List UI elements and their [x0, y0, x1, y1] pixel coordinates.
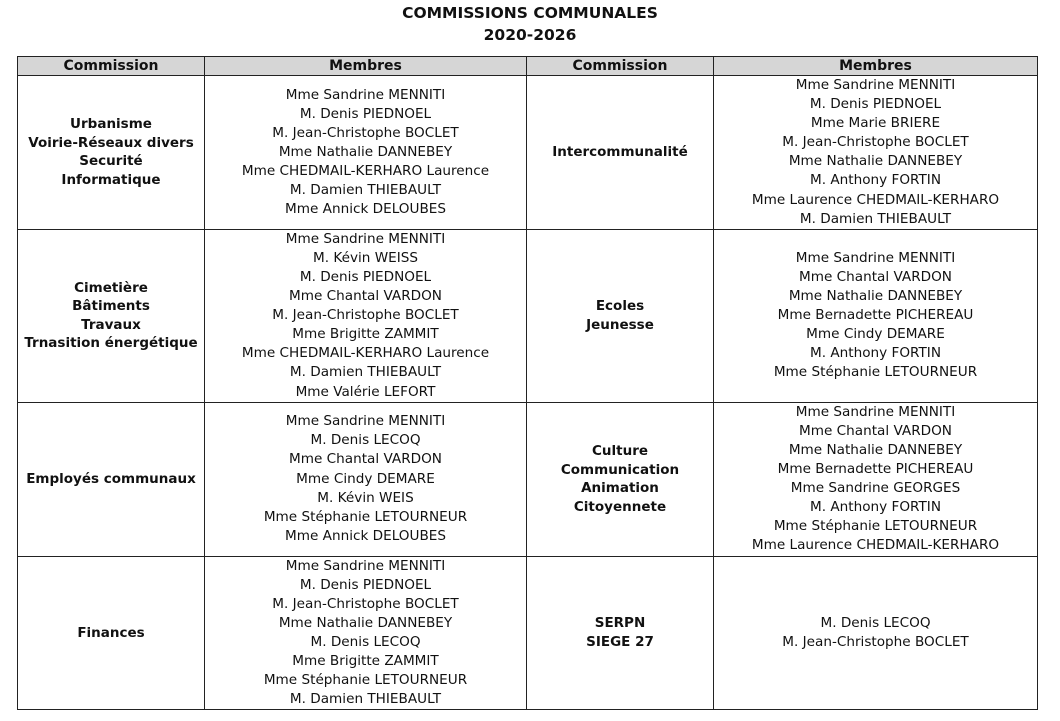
- member-name: Mme Valérie LEFORT: [295, 383, 436, 400]
- member-name: M. Jean-Christophe BOCLET: [272, 307, 459, 324]
- members-list-right: [714, 556, 1038, 710]
- members-list-right: [714, 76, 1038, 230]
- member-name: M. Denis PIEDNOEL: [299, 269, 432, 286]
- member-name: Mme Sandrine MENNITI: [795, 249, 956, 266]
- member-name: Mme Laurence CHEDMAIL-KERHARO: [751, 537, 1000, 554]
- commission-name-line: Culture: [591, 443, 649, 460]
- member-name: Mme Nathalie DANNEBEY: [788, 153, 963, 170]
- commission-name-right: [527, 76, 714, 230]
- commission-name-left: [18, 402, 205, 556]
- member-name: Mme Chantal VARDON: [799, 269, 952, 286]
- members-list-right: [714, 402, 1038, 556]
- members-list-right: [714, 229, 1038, 402]
- member-name: M. Damien THIEBAULT: [289, 691, 442, 708]
- commissions-table: [17, 56, 1038, 710]
- commission-name-line: Ecoles: [595, 298, 645, 315]
- member-name: Mme Bernadette PICHEREAU: [777, 307, 974, 324]
- members-list-left: [205, 402, 527, 556]
- member-name: Mme Annick DELOUBES: [285, 201, 446, 218]
- commission-name-line: Communication: [560, 461, 680, 478]
- commission-name-line: Intercommunalité: [552, 144, 688, 161]
- commission-name-line: Jeunesse: [586, 316, 654, 333]
- commission-name-line: Urbanisme: [70, 116, 152, 133]
- member-name: M. Damien THIEBAULT: [799, 210, 952, 227]
- member-name: M. Anthony FORTIN: [810, 172, 941, 189]
- member-name: Mme Laurence CHEDMAIL-KERHARO: [751, 191, 1000, 208]
- member-name: Mme Stéphanie LETOURNEUR: [773, 518, 978, 535]
- member-name: Mme Cindy DEMARE: [806, 326, 945, 343]
- commission-name-line: Securité: [79, 153, 143, 170]
- member-name: Mme Brigitte ZAMMIT: [292, 326, 439, 343]
- member-name: Mme CHEDMAIL-KERHARO Laurence: [241, 345, 490, 362]
- member-name: M. Damien THIEBAULT: [289, 364, 442, 381]
- member-name: Mme CHEDMAIL-KERHARO Laurence: [241, 162, 490, 179]
- table-row: [18, 556, 1038, 710]
- member-name: Mme Stéphanie LETOURNEUR: [263, 672, 468, 689]
- member-name: M. Denis LECOQ: [310, 633, 421, 650]
- commission-name-line: Informatique: [61, 171, 161, 188]
- table-row: [18, 402, 1038, 556]
- member-name: Mme Chantal VARDON: [289, 288, 442, 305]
- member-name: Mme Sandrine GEORGES: [790, 480, 961, 497]
- commission-name-line: Voirie-Réseaux divers: [28, 134, 194, 151]
- member-name: M. Denis PIEDNOEL: [809, 96, 942, 113]
- member-name: Mme Sandrine MENNITI: [795, 77, 956, 93]
- commission-name-right: [527, 229, 714, 402]
- header-row: [18, 57, 1038, 76]
- commission-name-line: Finances: [77, 624, 145, 641]
- member-name: M. Jean-Christophe BOCLET: [272, 124, 459, 141]
- member-name: Mme Nathalie DANNEBEY: [788, 441, 963, 458]
- member-name: Mme Nathalie DANNEBEY: [278, 614, 453, 631]
- member-name: Mme Chantal VARDON: [799, 422, 952, 439]
- member-name: M. Damien THIEBAULT: [289, 182, 442, 199]
- member-name: Mme Sandrine MENNITI: [285, 230, 446, 247]
- commission-name-line: Trnasition énergétique: [24, 335, 198, 352]
- member-name: Mme Annick DELOUBES: [285, 527, 446, 544]
- member-name: Mme Nathalie DANNEBEY: [788, 288, 963, 305]
- member-name: M. Kévin WEIS: [317, 489, 414, 506]
- header-members-left: Membres: [205, 57, 527, 76]
- commission-name-line: SIEGE 27: [586, 633, 654, 650]
- member-name: M. Denis PIEDNOEL: [299, 105, 432, 122]
- member-name: Mme Sandrine MENNITI: [795, 403, 956, 420]
- header-commission-right: Commission: [527, 57, 714, 76]
- member-name: M. Jean-Christophe BOCLET: [782, 134, 969, 151]
- commission-name-line: Travaux: [81, 316, 141, 333]
- member-name: Mme Chantal VARDON: [289, 451, 442, 468]
- members-list-left: [205, 556, 527, 710]
- header-commission-left: Commission: [18, 57, 205, 76]
- commission-name-line: Cimetière: [74, 279, 148, 296]
- table-row: [18, 76, 1038, 230]
- member-name: M. Jean-Christophe BOCLET: [782, 633, 969, 650]
- member-name: M. Denis PIEDNOEL: [299, 576, 432, 593]
- page-title: COMMISSIONS COMMUNALES: [402, 4, 658, 22]
- member-name: Mme Marie BRIERE: [810, 115, 941, 132]
- member-name: M. Anthony FORTIN: [810, 499, 941, 516]
- member-name: Mme Stéphanie LETOURNEUR: [773, 364, 978, 381]
- commission-name-line: SERPN: [594, 615, 646, 632]
- commission-name-line: Animation: [581, 480, 659, 497]
- commission-name-line: Employés communaux: [26, 470, 196, 487]
- commission-name-line: Bâtiments: [72, 298, 150, 315]
- page-subtitle: 2020-2026: [483, 26, 577, 44]
- member-name: Mme Nathalie DANNEBEY: [278, 143, 453, 160]
- members-list-left: [205, 76, 527, 230]
- member-name: Mme Sandrine MENNITI: [285, 413, 446, 430]
- member-name: M. Anthony FORTIN: [810, 345, 941, 362]
- member-name: Mme Sandrine MENNITI: [285, 86, 446, 103]
- commission-name-left: [18, 229, 205, 402]
- member-name: M. Denis LECOQ: [820, 614, 931, 631]
- commission-name-line: Citoyennete: [573, 498, 667, 515]
- commission-name-right: [527, 402, 714, 556]
- commission-name-left: [18, 556, 205, 710]
- member-name: Mme Sandrine MENNITI: [285, 557, 446, 574]
- member-name: Mme Stéphanie LETOURNEUR: [263, 508, 468, 525]
- member-name: M. Jean-Christophe BOCLET: [272, 595, 459, 612]
- table-row: [18, 229, 1038, 402]
- header-members-right: Membres: [714, 57, 1038, 76]
- commission-name-right: [527, 556, 714, 710]
- member-name: M. Denis LECOQ: [310, 432, 421, 449]
- member-name: Mme Bernadette PICHEREAU: [777, 461, 974, 478]
- member-name: Mme Brigitte ZAMMIT: [292, 652, 439, 669]
- commission-name-left: [18, 76, 205, 230]
- member-name: Mme Cindy DEMARE: [296, 470, 435, 487]
- members-list-left: [205, 229, 527, 402]
- member-name: M. Kévin WEISS: [312, 249, 419, 266]
